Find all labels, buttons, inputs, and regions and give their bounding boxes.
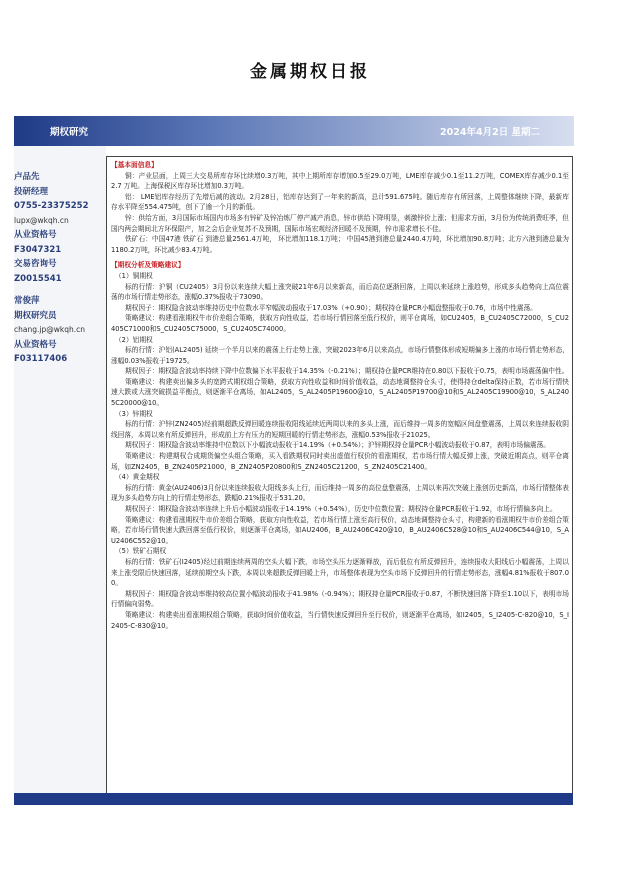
trend-text: 标的行情：沪锌(ZN2405)经前期超跌反弹回暖连续报收阳线延续近两周以来的多头上涨，而后维持一周多的宽幅区间盘整震荡，上周以来连续报收阴线回落，本周以来有所反弹回升，形成前上方有压力的短期回暖的行情走势形态，涨幅0.53%报收于21025。 [111, 420, 569, 439]
analyst-phone: 0755-23375252 [14, 201, 89, 211]
report-body [111, 160, 569, 631]
report-title: 金属期权日报 [250, 62, 370, 82]
footer-bar [14, 793, 573, 805]
fundamentals-zinc: 锌：供给方面，3月国际市场国内市场多有锌矿及锌冶炼厂停产减产消息，锌市供给下降明显，刺激锌价上涨；但需求方面，3月份为传统消费旺季，但国内两会期间北方环保限产，加之会后企业复苏不及预期，国际市场宏观经济回暖不及预期，锌市需求增长不佳。 [111, 213, 569, 233]
consult-number: Z0015541 [14, 273, 62, 284]
analysis-heading: 【期权分析及策略建议】 [111, 261, 185, 270]
section-label: （3）锌期权 [115, 409, 153, 418]
analyst-card-2 [14, 294, 106, 367]
factor-text: 期权因子：期权隐含波动率维持中位数以下小幅波动报收于14.19%（+0.54%）；沪锌期权持仓量PCR小幅波动报收于0.87，表明市场偏震荡。 [125, 441, 550, 450]
strategy-text: 策略建议：构建看涨期权牛市价差组合策略，获取方向性收益，若市场行情回落至低行权价，则平仓离场，如CU2405，B_CU2405C72000，S_CU2405C71000和S_CU2405C75000，S_CU2405C74000。 [111, 314, 569, 333]
strategy-text: 策略建议：构建期权合成期货偏空头组合策略，买入看跌期权同时卖出虚值行权价的看涨期权，若市场行情大幅反弹上涨，突破近期高点，则平仓离场，如ZN2405，B_ZN2405P21000，B_ZN2405P20800和S_ZN2405C21200，S_ZN2405C21400。 [111, 452, 569, 471]
analyst-card-1 [14, 170, 106, 286]
factor-text: 期权因子：期权隐含波动率持续下降中位数偏下水平报收于14.35%（-0.21%）；期权持仓量PCR维持在0.80以下报收于0.75，表明市场震荡偏中性。 [125, 367, 569, 376]
analyst-name: 卢品先 [14, 172, 40, 182]
factor-text: 期权因子：期权隐含波动率连续上升后小幅波动报收于14.19%（+0.54%），历史中位数位置；期权持仓量PCR报收于1.92，市场行情偏多向上。 [125, 505, 557, 513]
trend-text: 标的行情：铁矿石(I2405)经过前期连续两周的空头大幅下跌，市场空头压力逐渐释放，而后低位有所反弹回升，连续报收大阳线后小幅震荡，上周以来上涨受限后快速回落，延续前期空头下跌，本周以来超跌反弹回暖上升，市场整体表现为空头市场下反弹回升的行情走势形态，涨幅4.81%报收于807.00。 [111, 557, 569, 588]
analyst-title: 投研经理 [14, 186, 49, 197]
section-label: （5）铁矿石期权 [115, 547, 167, 556]
cert-label: 从业资格号 [14, 339, 57, 350]
factor-text: 期权因子：期权隐含波动率维持较高位置小幅波动报收于41.98%（-0.94%）；期权持仓量PCR报收于0.87，不断快速回落下降至1.10以下，表明市场行情偏向弱势。 [111, 589, 569, 609]
trend-text: 标的行情：沪铜（CU2405）3月份以来连续大幅上涨突破21年6月以来新高，而后高位逐渐回落，上周以来延续上涨趋势，形成多头趋势向上高位震荡的市场行情走势形态，涨幅0.37%报收于73090。 [111, 282, 569, 302]
analyst-email[interactable]: chang.jp@wkqh.cn [14, 325, 85, 334]
factor-text: 期权因子：期权隐含波动率维持历史中位数水平窄幅波动报收于17.03%（+0.90）；期权持仓量PCR小幅盘整报收于0.76，市场中性震荡。 [125, 303, 537, 312]
cert-number: F03117406 [14, 354, 68, 364]
analyst-title: 期权研究员 [14, 310, 57, 321]
consult-label: 交易咨询号 [14, 259, 57, 269]
divider [106, 156, 107, 793]
strategy-text: 策略建议：构建卖出看涨期权组合策略，获取时间价值收益，当行情快速反弹回升至行权价，则逐渐平仓离场，如I2405，S_I2405-C-820@10，S_I2405-C-830@10。 [111, 610, 569, 630]
fundamentals-heading: 【基本面信息】 [111, 161, 158, 169]
trend-text: 标的行情：黄金(AU2406)3月份以来连续报收大阳线多头上行，而后维持一周多的高位盘整震荡，上周以来再次突破上涨创历史新高，市场行情整体表现为多头趋势方向上的行情走势形态，跌幅0.21%报收于531.20。 [111, 483, 569, 503]
report-date: 2024年4月2日 星期二 [440, 127, 540, 138]
cert-number: F3047321 [14, 244, 62, 255]
fundamentals-iron-ore: 铁矿石：中国47港 铁矿石 到港总量2561.4万吨， 环比增加118.1万吨； 中国45港到港总量2440.4万吨，环比增加90.8万吨；北方六港到港总量为1180.2万吨，环比减少83.4万吨。 [111, 235, 569, 254]
cert-label: 从业资格号 [14, 230, 57, 240]
fundamentals-copper: 铜：产业层面，上周三大交易所库存环比续增0.3万吨，其中上期所库存增加0.5至29.0万吨，LME库存减少0.1至11.2万吨，COMEX库存减少0.1至2.7 万吨。上海保税区库存环比增加0.3万吨。 [111, 171, 569, 191]
section-label: （2）铝期权 [115, 335, 153, 344]
section-label: 期权研究 [50, 127, 89, 138]
section-label: （4）黄金期权 [115, 473, 160, 482]
header-bar [14, 116, 574, 146]
section-label: （1）铜期权 [115, 271, 153, 280]
trend-text: 标的行情：沪铝(AL2405) 延续一个半月以来的震荡上行走势上涨，突破2023年6月以来高点，市场行情整体形成短期偏多上涨的市场行情走势形态，涨幅0.03%报收于19725。 [111, 346, 569, 365]
strategy-text: 策略建议：构建看涨期权牛市价差组合策略，获取方向性收益，若市场行情上涨至高行权价，动态地调整持仓头寸，构建新的看涨期权牛市价差组合策略，若市场行情快速大跌回落至低行权价，则逐渐平仓离场，如AU2406，B_AU2406C420@10，B_AU2406C528@10和S_AU2406C544@10，S_AU2406C552@10。 [111, 515, 569, 545]
strategy-text: 策略建议：构建卖出偏多头的宽跨式期权组合策略，获取方向性收益和时间价值收益，动态地调整持仓头寸，使得持仓delta保持正数，若市场行情快速大跌或大涨突破损益平衡点，则逐渐平仓离场，如AL2405，S_AL2405P19600@10，S_AL2405P19700@10和S_AL2405C19900@10，S_AL2405C20000@10。 [111, 377, 569, 408]
analyst-name: 常俊萍 [14, 296, 40, 306]
fundamentals-aluminum: 铝： LME铝库存经历了先增后减的波动。2月28日，铝库存达到了一年来的新高，总计591.675吨。随后库存有所回落，上周整体继续下降，最新库存水平降至554.475吨，创下了逾一个月的新低。 [111, 192, 569, 212]
analyst-email[interactable]: lupx@wkqh.cn [14, 215, 69, 225]
